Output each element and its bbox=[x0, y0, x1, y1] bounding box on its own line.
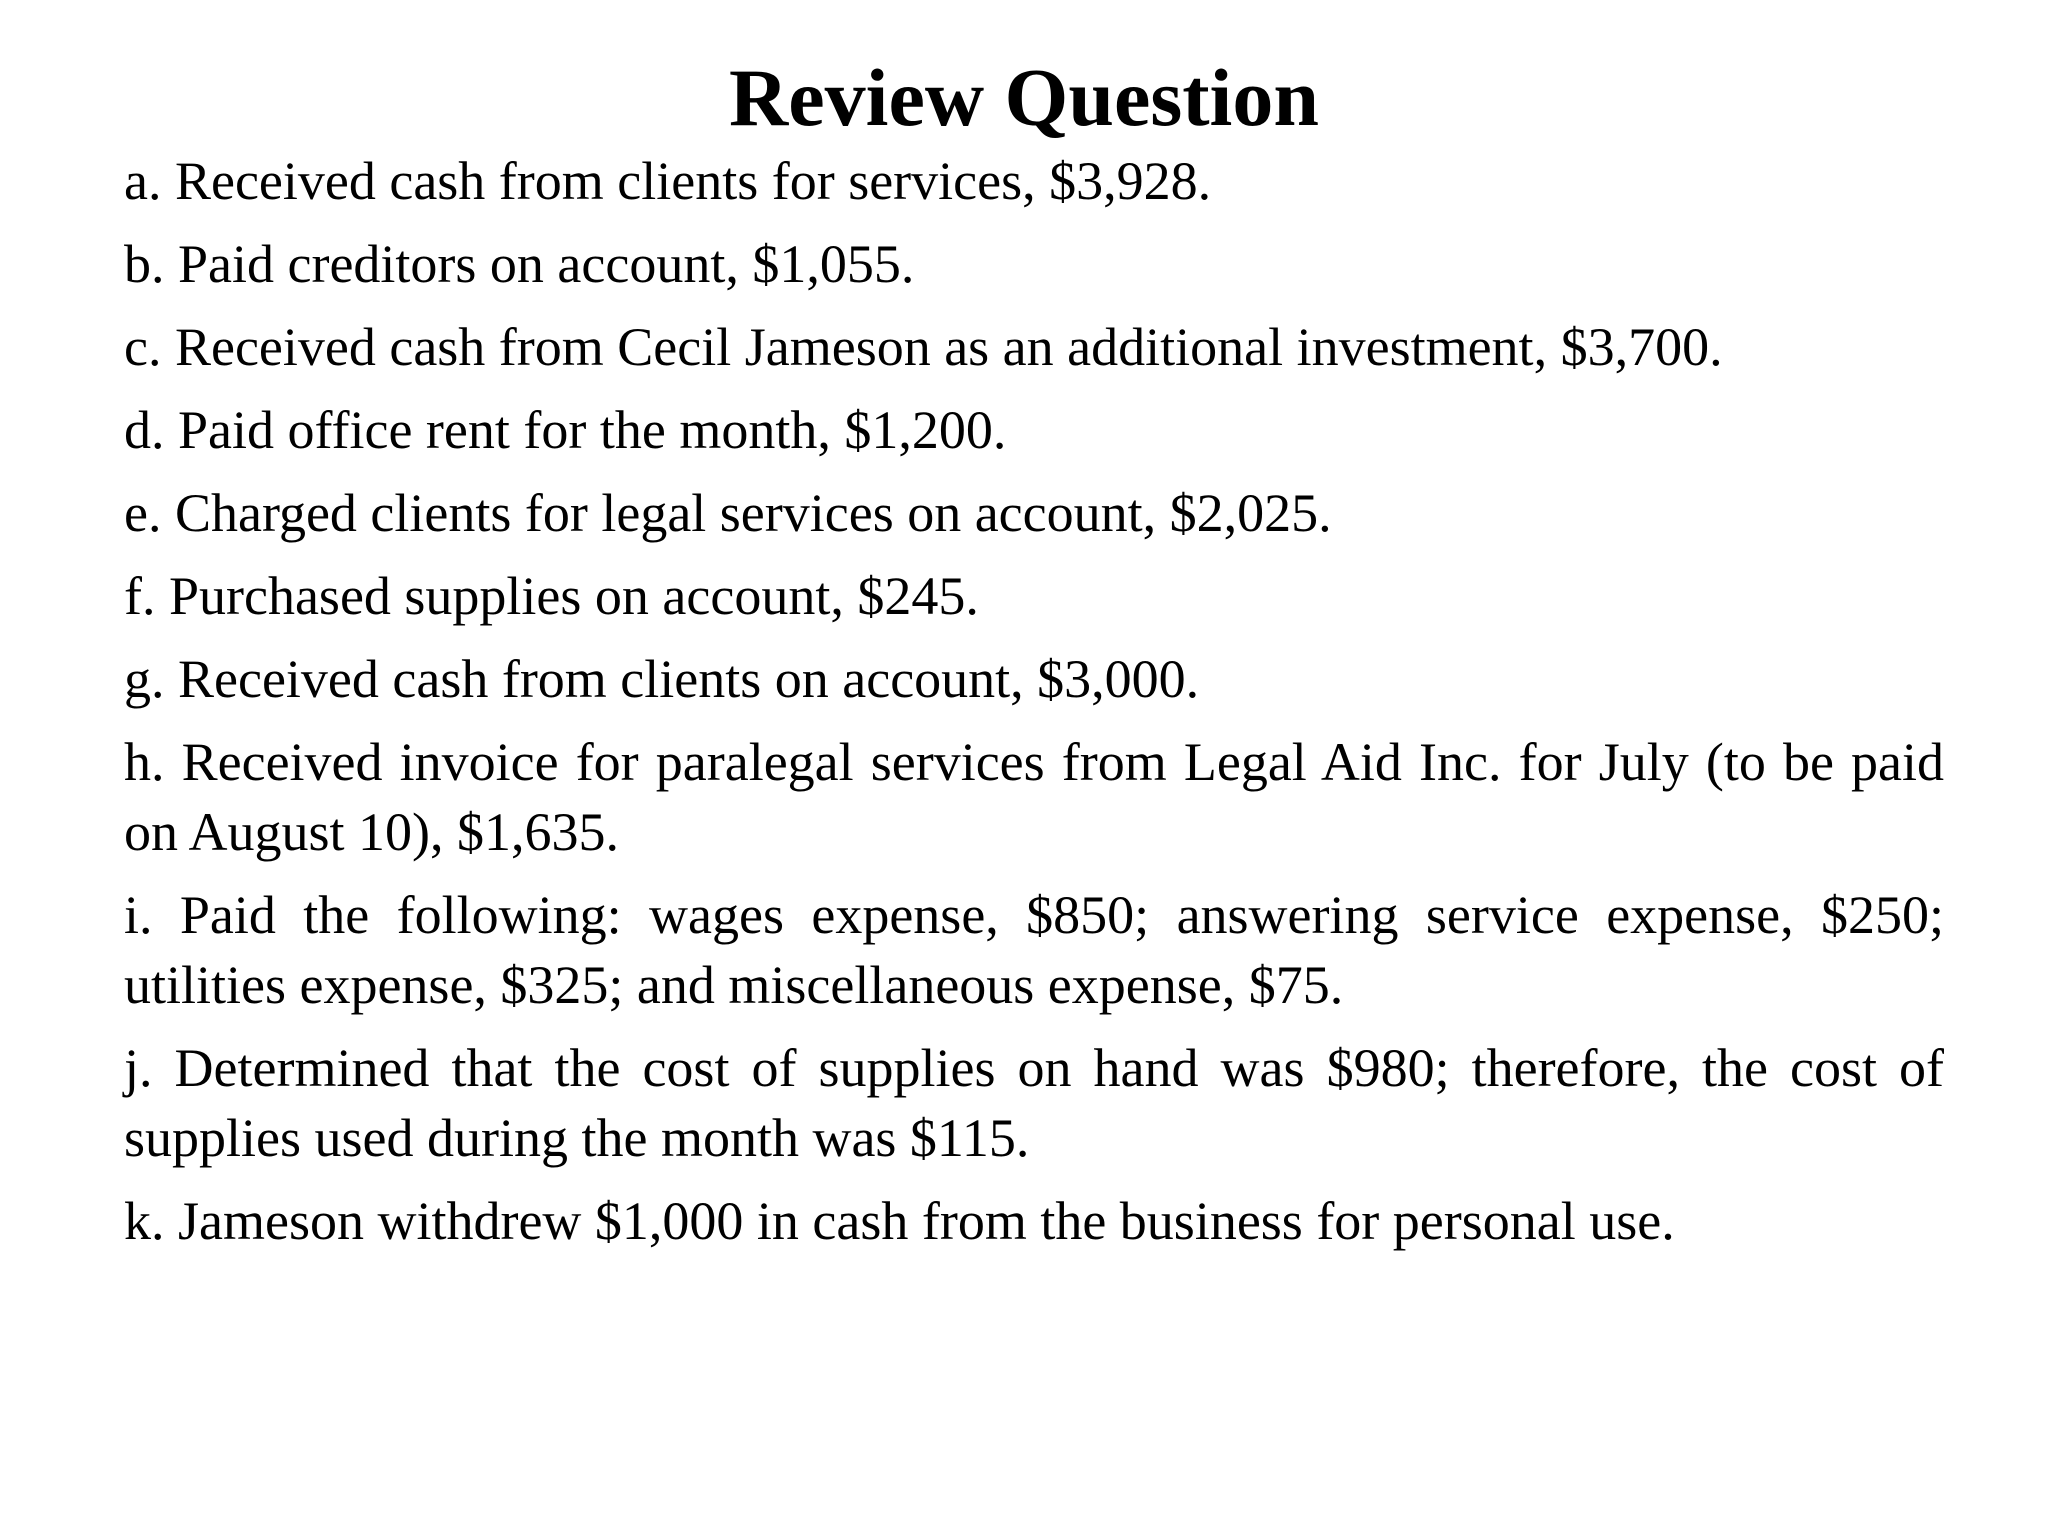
transaction-list bbox=[124, 146, 1944, 1269]
transaction-item-b: b. Paid creditors on account, $1,055. bbox=[124, 234, 915, 294]
transaction-item-d: d. Paid office rent for the month, $1,200. bbox=[124, 400, 1007, 460]
transaction-item-a: a. Received cash from clients for services, $3,928. bbox=[124, 151, 1212, 211]
transaction-item-j: j. Determined that the cost of supplies on hand was $980; therefore, the cost of supplies used during the month was $115. bbox=[124, 1038, 1944, 1168]
slide-title: Review Question bbox=[729, 52, 1319, 143]
transaction-item-e: e. Charged clients for legal services on account, $2,025. bbox=[124, 483, 1332, 543]
transaction-item-c: c. Received cash from Cecil Jameson as an additional investment, $3,700. bbox=[124, 317, 1723, 377]
transaction-item-i: i. Paid the following: wages expense, $850; answering service expense, $250; utilities expense, $325; and miscellaneous expense, $75. bbox=[124, 885, 1944, 1015]
transaction-item-g: g. Received cash from clients on account, $3,000. bbox=[124, 649, 1200, 709]
transaction-item-h: h. Received invoice for paralegal services from Legal Aid Inc. for July (to be paid on August 10), $1,635. bbox=[124, 732, 1944, 862]
transaction-item-f: f. Purchased supplies on account, $245. bbox=[124, 566, 979, 626]
transaction-item-k: k. Jameson withdrew $1,000 in cash from the business for personal use. bbox=[124, 1191, 1675, 1251]
